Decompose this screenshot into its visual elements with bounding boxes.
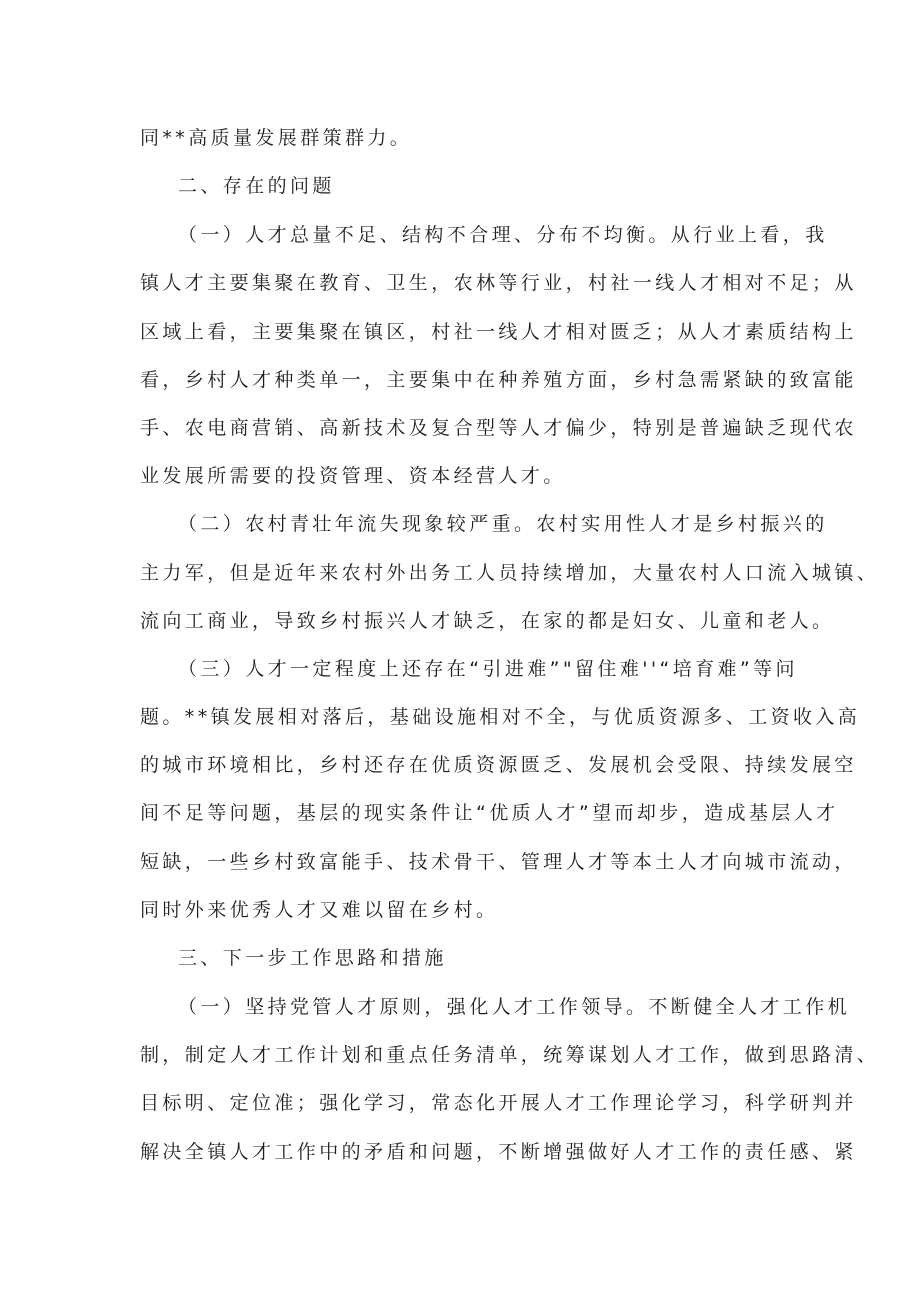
paragraph-line: 同时外来优秀人才又难以留在乡村。 xyxy=(140,899,499,921)
paragraph-line: 手、农电商营销、高新技术及复合型等人才偏少，特别是普遍缺乏现代农 xyxy=(140,417,857,439)
paragraph-line: 同**高质量发展群策群力。 xyxy=(140,127,413,149)
paragraph-line: 短缺，一些乡村致富能手、技术骨干、管理人才等本土人才向城市流动， xyxy=(140,851,857,873)
paragraph-line: 区域上看，主要集聚在镇区，村社一线人才相对匮乏；从人才素质结构上 xyxy=(140,321,857,343)
paragraph-line: （一）坚持党管人才原则，强化人才工作领导。不断健全人才工作机 xyxy=(178,996,851,1018)
paragraph-line: 的城市环境相比，乡村还存在优质资源匮乏、发展机会受限、持续发展空 xyxy=(140,754,857,776)
paragraph-line: 间不足等问题，基层的现实条件让“优质人才”望而却步，造成基层人才 xyxy=(140,802,839,824)
paragraph-line: 制，制定人才工作计划和重点任务清单，统筹谋划人才工作，做到思路清、 xyxy=(140,1044,880,1066)
paragraph-line: 流向工商业，导致乡村振兴人才缺乏，在家的都是妇女、儿童和老人。 xyxy=(140,610,835,632)
paragraph-line: 业发展所需要的投资管理、资本经营人才。 xyxy=(140,465,566,487)
paragraph-line: 镇人才主要集聚在教育、卫生，农林等行业，村社一线人才相对不足；从 xyxy=(140,272,857,294)
paragraph-line: 题。**镇发展相对落后，基础设施相对不全，与优质资源多、工资收入高 xyxy=(140,706,861,728)
section-heading: 二、存在的问题 xyxy=(178,175,335,197)
paragraph-line: （二）农村青壮年流失现象较严重。农村实用性人才是乡村振兴的 xyxy=(178,513,828,535)
paragraph-line: 看，乡村人才种类单一，主要集中在种养殖方面，乡村急需紧缺的致富能 xyxy=(140,369,857,391)
paragraph-line: 解决全镇人才工作中的矛盾和问题，不断增强做好人才工作的责任感、紧 xyxy=(140,1141,857,1163)
paragraph-line: （三）人才一定程度上还存在“引进难”"留住难''“培育难”等问 xyxy=(178,658,798,680)
section-heading: 三、下一步工作思路和措施 xyxy=(178,947,447,969)
paragraph-line: （一）人才总量不足、结构不合理、分布不均衡。从行业上看，我 xyxy=(178,224,828,246)
paragraph-line: 目标明、定位准；强化学习，常态化开展人才工作理论学习，科学研判并 xyxy=(140,1092,857,1114)
paragraph-line: 主力军，但是近年来农村外出务工人员持续增加，大量农村人口流入城镇、 xyxy=(140,562,880,584)
